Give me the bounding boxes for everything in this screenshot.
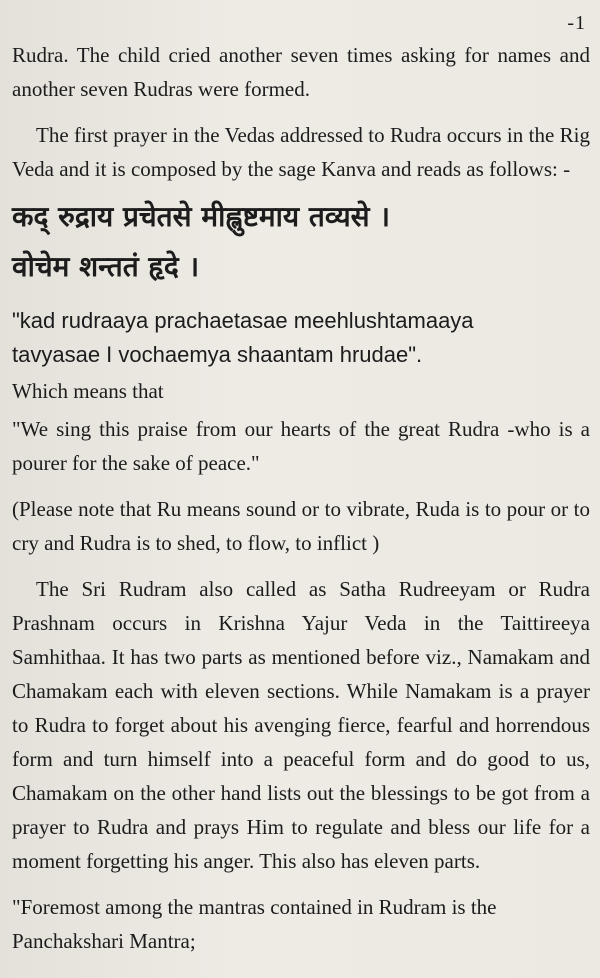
page-number: -1	[567, 12, 586, 34]
paragraph-first-prayer: The first prayer in the Vedas addressed to Rudra occurs in the Rig Veda and it is composed by the sage Kanva and reads as follows: -	[12, 123, 590, 181]
which-means-label: Which means that	[12, 379, 164, 403]
rudram-paragraph: The Sri Rudram also called as Satha Rudreeyam or Rudra Prashnam occurs in Krishna Yajur Veda in the Taittireeya Samhithaa. It has two parts as mentioned before viz., Namakam and Chamakam each with eleven sections. While Namakam is a prayer to Rudra to forget about his avenging fierce, fearful and horrendous form and turn himself into a peaceful form and do good to us, Chamakam on the other hand lists out the blessings to be got from a prayer to Rudra and prays Him to regulate and bless our life for a moment forgetting his anger. This also has eleven parts.	[12, 577, 590, 873]
transliteration-line-2: tavyasae I vochaemya shaantam hrudae".	[12, 342, 423, 367]
transliteration-line-1: "kad rudraaya prachaetasae meehlushtamaaya	[12, 308, 474, 333]
verse-meaning: "We sing this praise from our hearts of the great Rudra -who is a pourer for the sake of peace."	[12, 417, 590, 475]
foremost-line-2: Panchakshari Mantra;	[12, 929, 196, 953]
foremost-line-1: "Foremost among the mantras contained in Rudram is the	[12, 895, 497, 919]
paragraph-continuation: Rudra. The child cried another seven times asking for names and another seven Rudras were formed.	[12, 43, 590, 101]
page-content	[12, 38, 590, 958]
sanskrit-verse-line-2: वोचेम शन्ततं हृदे ।	[12, 250, 200, 283]
sanskrit-verse-line-1: कद् रुद्राय प्रचेतसे मीह्लुष्टमाय तव्यसे ।	[12, 200, 390, 233]
meaning-note: (Please note that Ru means sound or to vibrate, Ruda is to pour or to cry and Rudra is to shed, to flow, to inflict )	[12, 497, 590, 555]
